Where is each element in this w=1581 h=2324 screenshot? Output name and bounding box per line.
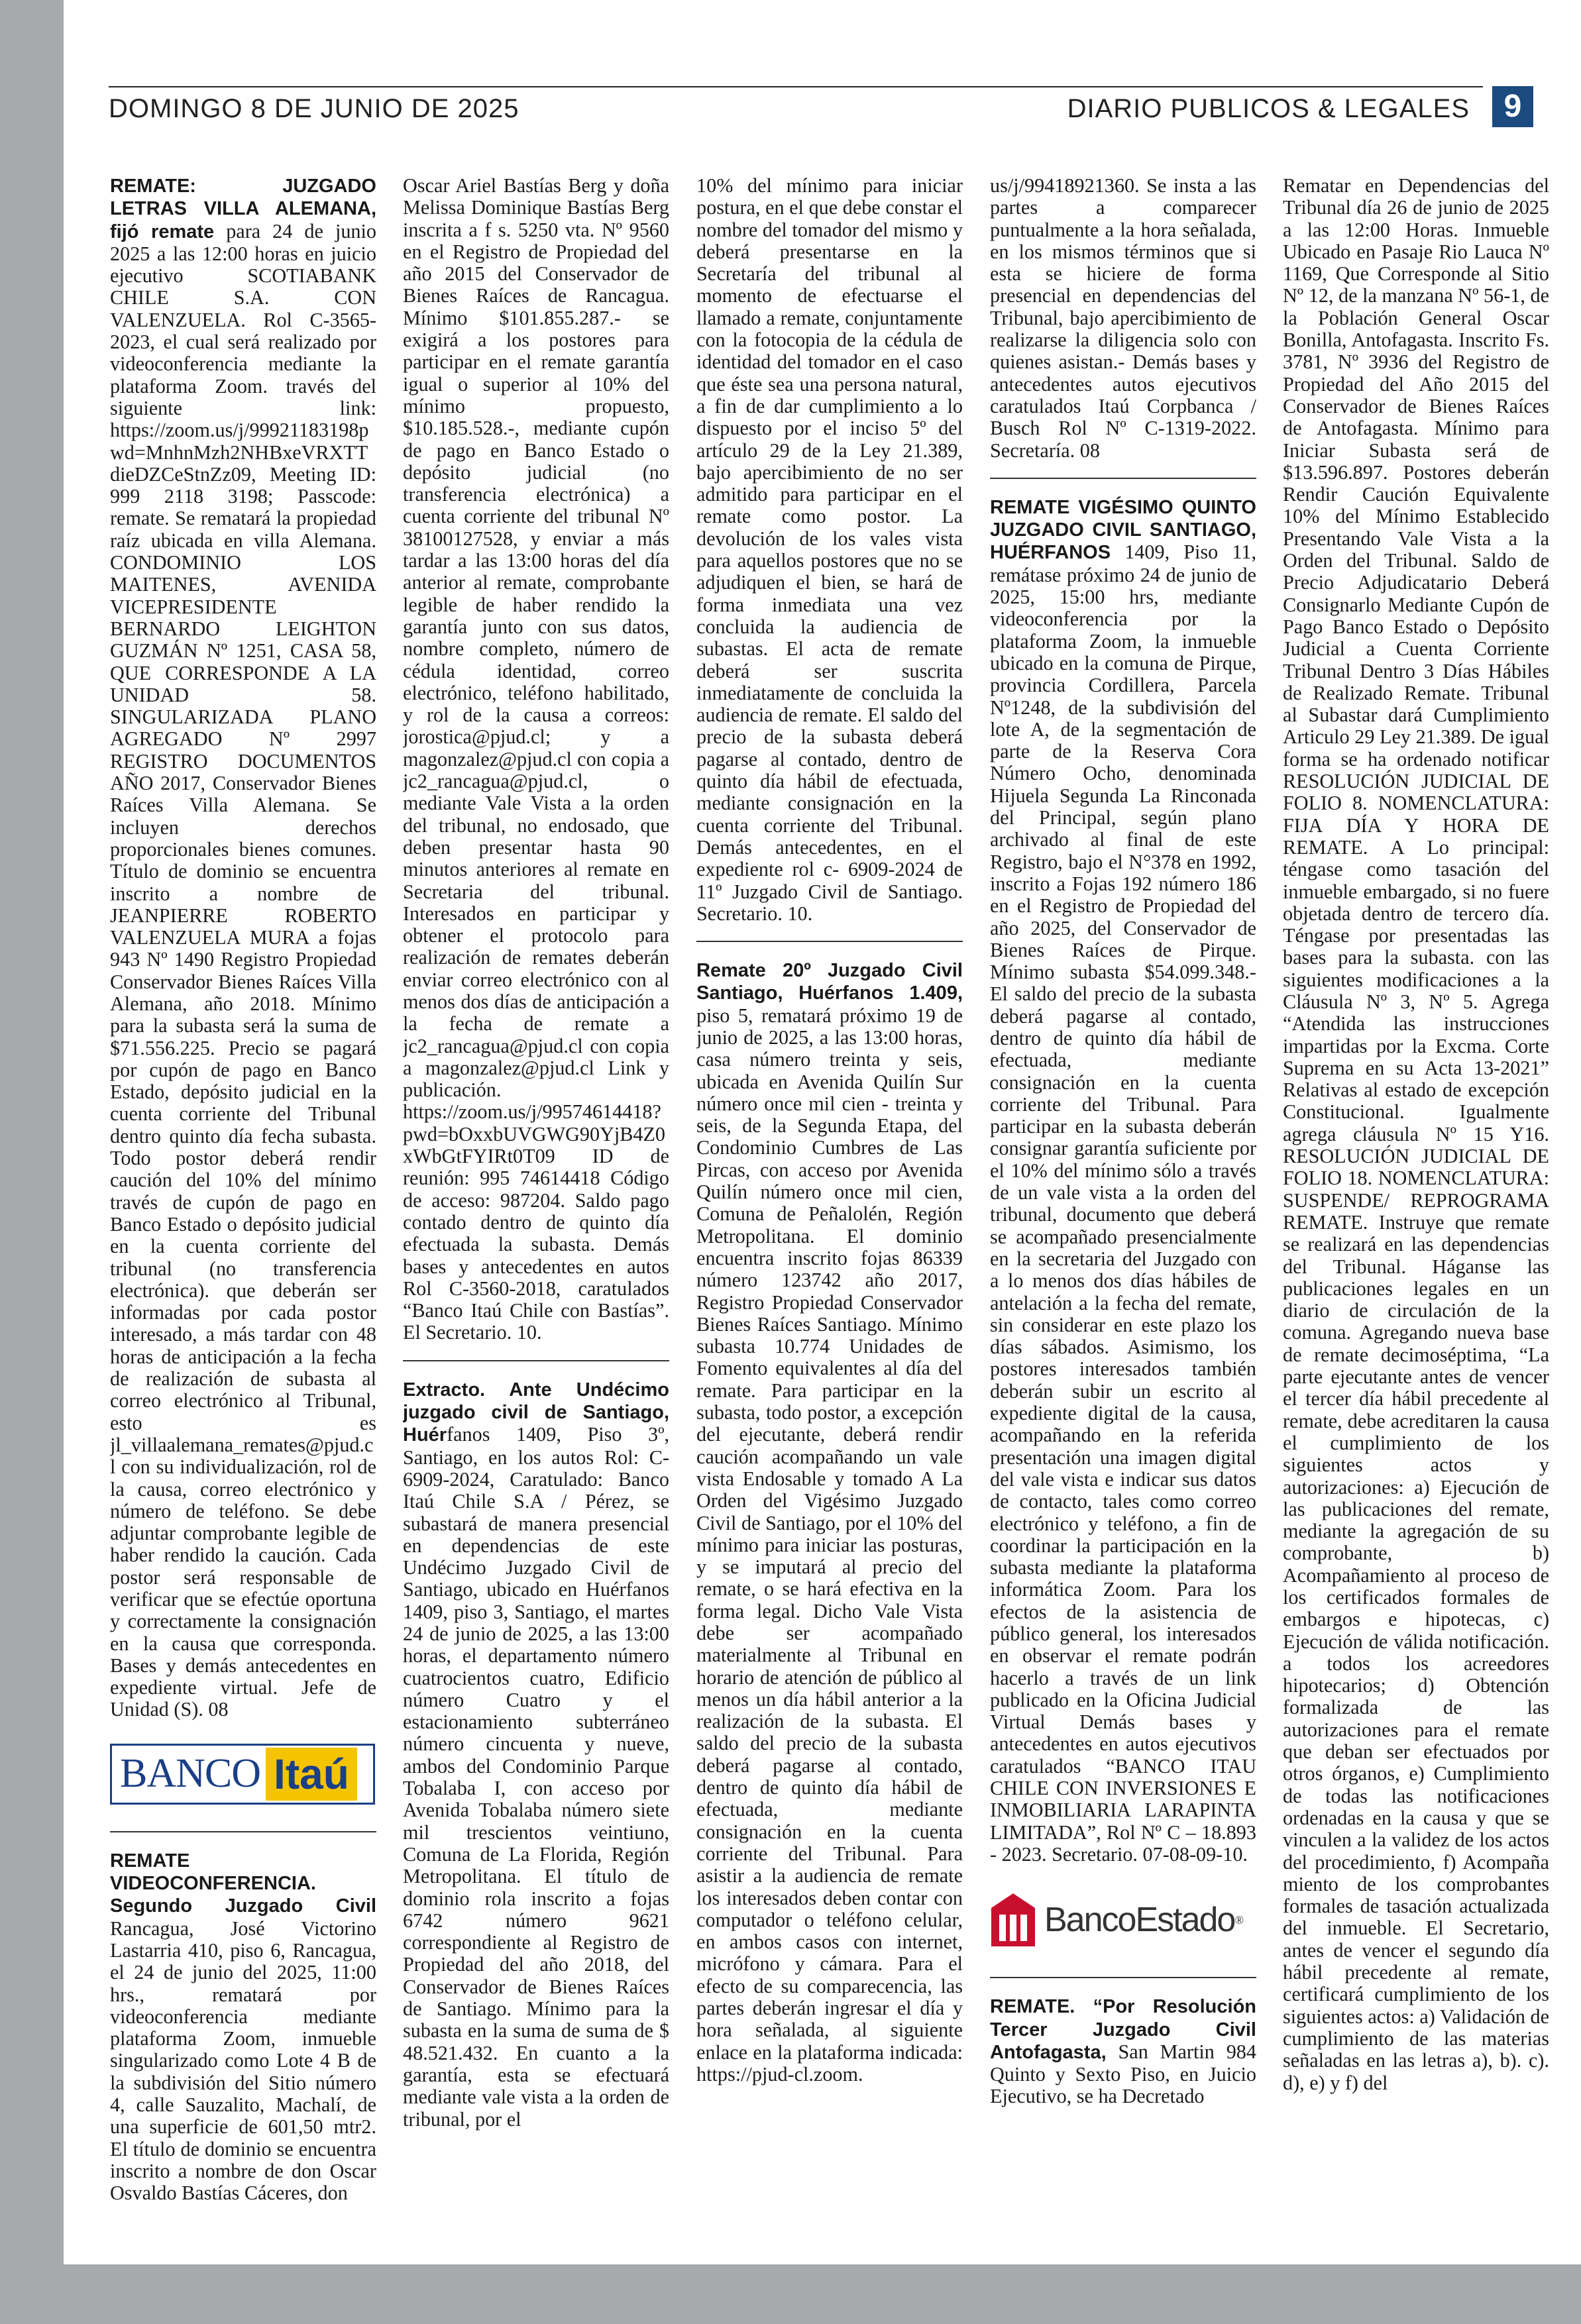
notice-remate-20-juzgado xyxy=(696,959,963,2086)
notice-body: Rancagua, José Victorino Lastarria 410, piso 6, Rancagua, el 24 de junio del 2025, 11:00 hrs., rematará por videoconferencia mediante plataforma Zoom, inmueble singularizado como Lote 4 B de la subdivisión del Sitio número 4, calle Sauzalito, Machalí, de una superficie de 601,50 mtr2. El título de dominio se encuentra inscrito a nombre de don Oscar Osvaldo Bastías Cáceres, don xyxy=(110,1917,376,2205)
notice-separator xyxy=(110,1831,376,1832)
notice-remate-villa-alemana xyxy=(110,175,376,1721)
logo-word-banco: BANCO xyxy=(120,1751,261,1797)
issue-date: DOMINGO 8 DE JUNIO DE 2025 xyxy=(109,94,519,123)
newspaper-page xyxy=(64,0,1581,2264)
notice-body: Rematar en Dependencias del Tribunal día 26 de junio de 2025 a las 12:00 Horas. Inmueble Ubicado en Pasaje Rio Lauca Nº 1169, Que Corresponde al Sitio Nº 12, de la manzana Nº 56-1, de la Población General Oscar Bonilla, Antofagasta. Inscrito Fs. 3781, Nº 3936 del Registro de Propiedad del Año 2015 del Conservador de Bienes Raíces de Antofagasta. Mínimo para Iniciar Subasta será de $13.596.897. Postores deberán Rendir Caución Equivalente 10% del Mínimo Establecido Presentando Vale Vista a la Orden del Tribunal. Saldo de Precio Adjudicatario Deberá Consignarlo Mediante Cupón de Pago Banco Estado o Depósito Judicial a Cuenta Corriente Tribunal Dentro 3 Días Hábiles de Realizado Remate. Tribunal al Subastar dará Cumplimiento Articulo 29 Ley 21.389. De igual forma se ha ordenado notificar RESOLUCIÓN JUDICIAL DE FOLIO 8. NOMENCLATURA: FIJA DÍA Y HORA DE REMATE. A Lo principal: téngase como tasación del inmueble embargado, si no fuere objetada dentro de tercero día. Téngase por presentadas las bases para la subasta. con las siguientes modificaciones a la Cláusula Nº 3, Nº 5. Agrega “Atendida las instrucciones impartidas por la Excma. Corte Suprema en su Acta 13-2021” Relativas al estado de excepción Constitucional. Igualmente agrega cláusula Nº 15 Y16. RESOLUCIÓN JUDICIAL DE FOLIO 18. NOMENCLATURA: SUSPENDE/ REPROGRAMA REMATE. Instruye que remate se realizará en las dependencias del Tribunal. Háganse las publicaciones legales en un diario de circulación de la comuna. Agregando nueva base de remate decimoséptima, “La parte ejecutante antes de vencer el tercer día hábil precedente al remate, debe acreditaren la causa el cumplimiento de los siguientes actos y autorizaciones: a) Ejecución de las publicaciones del remate, mediante la agregación de su comprobante, b) Acompañamiento al proceso de los certificados formales de embargos e hipotecas, c) Ejecución de válida notificación. a todos los acreedores hipotecarios; d) Obtención formalizada de las autorizaciones para el remate que deban ser efectuados por otros órganos, e) Cumplimiento de todas las notificaciones ordenadas en la causa y que se vinculen a la validez de los actos del procedimiento, f) Acompaña miento de los comprobantes formales de tasación actualizada del inmueble. El Secretario, antes de vencer el segundo día hábil precedente al remate, certificará cumplimiento de los siguientes actos: a) Validación de cumplimiento de las materias señaladas en las letras a), b). c). d), e) y f) del xyxy=(1283,175,1549,2094)
publication-title: DIARIO PUBLICOS & LEGALES xyxy=(1067,94,1470,123)
notice-extracto-undecimo xyxy=(403,1379,669,2131)
column-3 xyxy=(696,175,963,2248)
notice-body: 10% del mínimo para iniciar postura, en el que debe constar el nombre del tomador del mismo y deberá presentarse en la Secretaría del tribunal al momento de efectuarse el llamado a remate, conjuntamente con la fotocopia de la cédula de identidad del tomador en el caso que éste sea una persona natural, a fin de dar cumplimiento a lo dispuesto por el inciso 5º del artículo 29 de la Ley 21.389, bajo apercibimiento de no ser admitido para participar en el remate como postor. La devolución de los vales vista para aquellos postores que no se adjudiquen el bien, se hará de forma inmediata una vez concluida la audiencia de subastas. El acta de remate deberá ser suscrita inmediatamente de concluida la audiencia de remate. El saldo del precio de la subasta deberá pagarse al contado, dentro de quinto día hábil de efectuada, mediante consignación en la cuenta corriente del Tribunal. Demás antecedentes, en el expediente rol c- 6909-2024 de 11º Juzgado Civil de Santiago. Secretario. 10. xyxy=(696,175,963,925)
notice-body: para 24 de junio 2025 a las 12:00 horas en juicio ejecutivo SCOTIABANK CHILE S.A. CON VALENZUELA. Rol C-3565-2023, el cual será realizado por videoconferencia mediante la plataforma Zoom. través del siguiente link: https://zoom.us/j/99921183198pwd=MnhnMzh2NHBxeVRXTTdieDZCeStnZz09, Meeting ID: 999 2118 3198; Passcode: remate. Se rematará la propiedad raíz ubicada en villa Alemana. CONDOMINIO LOS MAITENES, AVENIDA VICEPRESIDENTE BERNARDO LEIGHTON GUZMÁN Nº 1251, CASA 58, QUE CORRESPONDE A LA UNIDAD 58. SINGULARIZADA PLANO AGREGADO Nº 2997 REGISTRO DOCUMENTOS AÑO 2017, Conservador Bienes Raíces Villa Alemana. Se incluyen derechos proporcionales bienes comunes. Título de dominio se encuentra inscrito a nombre de JEANPIERRE ROBERTO VALENZUELA MURA a fojas 943 Nº 1490 Registro Propiedad Conservador Bienes Raíces Villa Alemana, año 2018. Mínimo para la subasta será la suma de $71.556.225. Precio se pagará por cupón de pago en Banco Estado, depósito judicial en la cuenta corriente del Tribunal dentro quinto día fecha subasta. Todo postor deberá rendir caución del 10% del mínimo través de cupón de pago en Banco Estado o depósito judicial en la cuenta corriente del tribunal (no transferencia electrónica). que deberán ser informadas por cada postor interesado, a más tardar con 48 horas de anticipación a la fecha de realización de subasta al correo electrónico al Tribunal, esto es jl_villaalemana_remates@pjud.cl con su individualización, rol de la causa, correo electrónico y número de teléfono. Se debe adjuntar comprobante legible de haber rendido la caución. Cada postor será responsable de verificar que se efectúe oportuna y correctamente la consignación en la causa que corresponda. Bases y demás antecedentes en expediente virtual. Jefe de Unidad (S). 08 xyxy=(110,219,376,1721)
column-1 xyxy=(110,175,376,2248)
notice-separator xyxy=(403,1360,669,1361)
page-number-badge: 9 xyxy=(1492,86,1533,127)
registered-mark: ® xyxy=(1234,1913,1244,1927)
notice-separator xyxy=(990,478,1256,479)
notice-remate-rancagua xyxy=(110,1850,376,2205)
notice-lead: Extracto. Ante Undécimo juzgado civil de Santiago, Huér xyxy=(403,1379,669,1446)
column-2 xyxy=(403,175,669,2248)
logo-word-itau: Itaú xyxy=(266,1748,357,1801)
notice-body: fanos 1409, Piso 3º, Santiago, en los autos Rol: C-6909-2024, Caratulado: Banco Itaú Chile S.A / Pérez, se subastará de manera presencial en dependencias de este Undécimo Juzgado Civil de Santiago, ubicado en Huérfanos 1409, piso 3, Santiago, el martes 24 de junio de 2025, a las 13:00 horas, el departamento número cuatrocientos cuatro, Edificio número Cuatro y el estacionamiento subterráneo número cincuenta y nueve, ambos del Condominio Parque Tobalaba I, con acceso por Avenida Tobalaba número siete mil trescientos veintiuno, Comuna de La Florida, Región Metropolitana. El título de dominio rola inscrito a fojas 6742 número 9621 correspondiente al Registro de Propiedad del año 2018, del Conservador de Bienes Raíces de Santiago. Mínimo para la subasta en la suma de suma de $ 48.521.432. En cuanto a la garantía, esta se efectuará mediante vale vista a la orden de tribunal, por el xyxy=(403,1423,669,2131)
bancoestado-wordmark: BancoEstado xyxy=(1044,1900,1235,1939)
notice-body: us/j/99418921360. Se insta a las partes a comparecer puntualmente a la hora señalada, en los mismos términos que si esta se hiciere de forma presencial en dependencias del Tribunal, bajo apercibimiento de realizarse la diligencia solo con quienes asistan.- Demás bases y antecedentes autos ejecutivos caratulados Itaú Corpbanca / Busch Rol Nº C-1319-2022. Secretaría. 08 xyxy=(990,175,1256,462)
notice-remate-vigesimo-quinto xyxy=(990,496,1256,1866)
notice-continuation xyxy=(1283,175,1549,2094)
header-rule xyxy=(109,86,1483,87)
notice-remate-antofagasta xyxy=(990,1995,1256,2107)
notice-separator xyxy=(990,1977,1256,1978)
notice-body: 1409, Piso 11, remátase próximo 24 de junio de 2025, 15:00 hrs, mediante videoconferencia por la plataforma Zoom, la inmueble ubicado en la comuna de Pirque, provincia Cordillera, Parcela Nº1248, de la subdivisión del lote A, de la segmentación de parte de la Reserva Cora Número Ocho, denominada Hijuela Segunda La Rinconada del Principal, según plano archivado al final de este Registro, bajo el N°378 en 1992, inscrito a Fojas 192 número 186 en el Registro de Propiedad del año 2025, del Conservador de Bienes Raíces de Pirque. Mínimo subasta $54.099.348.- El saldo del precio de la subasta deberá pagarse al contado, dentro de quinto día hábil de efectuada, mediante consignación en la cuenta corriente del Tribunal. Para participar en la subasta deberán consignar garantía suficiente por el 10% del mínimo sólo a través de un vale vista a la orden del tribunal, documento que deberá se acompañado presencialmente en la secretaria del Juzgado con a lo menos dos días hábiles de antelación a la fecha del remate, sin considerar en este plazo los días sábados. Asimismo, los postores interesados también deberán subir un escrito al expediente digital de la causa, acompañando en la referida presentación una imagen digital del vale vista e indicar sus datos de contacto, tales como correo electrónico y teléfono, a fin de coordinar la participación en la subasta mediante la plataforma informática Zoom. Para los efectos de la asistencia de público general, los interesados en observar el remate podrán hacerlo a través de un link publicado en la Oficina Judicial Virtual Demás bases y antecedentes en autos ejecutivos caratulados “BANCO ITAU CHILE CON INVERSIONES E INMOBILIARIA LARAPINTA LIMITADA”, Rol Nº C – 18.893 - 2023. Secretario. 07-08-09-10. xyxy=(990,541,1256,1866)
notice-lead: REMATE VIDEOCONFERENCIA. Segundo Juzgado Civil xyxy=(110,1850,376,1917)
notice-lead: Remate 20º Juzgado Civil Santiago, Huérfanos 1.409, xyxy=(696,960,963,1004)
notice-separator xyxy=(696,941,963,942)
notice-body: piso 5, rematará próximo 19 de junio de 2025, a las 13:00 horas, casa número treinta y seis, ubicada en Avenida Quilín Sur número once mil cien - treinta y seis, de la Segunda Etapa, del Condominio Cumbres de Las Pircas, con acceso por Avenida Quilín número once mil cien, Comuna de Peñalolén, Región Metropolitana. El dominio encuentra inscrito fojas 86339 número 123742 año 2017, Registro Propiedad Conservador Bienes Raíces Santiago. Mínimo subasta 10.774 Unidades de Fomento equivalentes al día del remate. Para participar en la subasta, todo postor, a excepción del ejecutante, deberá rendir caución acompañando un vale vista Endosable y tomado A La Orden del Vigésimo Juzgado Civil de Santiago, por el 10% del mínimo para iniciar las posturas, y se imputará al precio del remate, o se hará efectiva en la forma legal. Dicho Vale Vista debe ser acompañado materialmente al Tribunal en horario de atención de público al menos un día hábil anterior a la realización de la subasta. El saldo del precio de la subasta deberá pagarse al contado, dentro de quinto día hábil de efectuada, mediante consignación en la cuenta corriente del Tribunal. Para asistir a la audiencia de remate los interesados deben contar con computador o teléfono celular, en ambos casos con internet, micrófono y cámara. Para el efecto de su comparecencia, las partes deberán ingresar el día y hora señalada, al siguiente enlace en la plataforma indicada: https://pjud-cl.zoom. xyxy=(696,1004,963,2086)
bancoestado-emblem-icon xyxy=(990,1892,1036,1948)
notice-body: Oscar Ariel Bastías Berg y doña Melissa Dominique Bastías Berg inscrita a f s. 5250 vta. Nº 9560 en el Registro de Propiedad del año 2015 del Conservador de Bienes Raíces de Rancagua. Mínimo $101.855.287.- se exigirá a los postores para participar en el remate garantía igual o superior al 10% del mínimo propuesto, $10.185.528.-, mediante cupón de pago en Banco Estado o depósito judicial (no transferencia electrónica) a cuenta corriente del tribunal Nº 38100127528, y enviar a más tardar a las 13:00 horas del día anterior al remate, comprobante legible de haber rendido la garantía junto con sus datos, nombre completo, número de cédula identidad, correo electrónico, teléfono habilitado, y rol de la causa a correos: jorostica@pjud.cl; y a magonzalez@pjud.cl con copia a jc2_rancagua@pjud.cl, o mediante Vale Vista a la orden del tribunal, no endosado, que deben presentar hasta 90 minutos anteriores al remate en Secretaria del tribunal. Interesados en participar y obtener el protocolo para realización de remates deberán enviar correo electrónico con al menos dos días de anticipación a la fecha de remate a jc2_rancagua@pjud.cl con copia a magonzalez@pjud.cl Link y publicación. https://zoom.us/j/99574614418?pwd=bOxxbUVGWG90YjB4Z0xWbGtFYIRt0T09 ID de reunión: 995 74614418 Código de acceso: 987204. Saldo pago contado dentro de quinto día efectuada la subasta. Demás bases y antecedentes en autos Rol C-3560-2018, caratulados “Banco Itaú Chile con Bastías”. El Secretario. 10. xyxy=(403,175,669,1344)
column-5 xyxy=(1283,175,1549,2248)
notice-continuation xyxy=(696,175,963,925)
notice-lead: REMATE: JUZGADO LETRAS VILLA ALEMANA, fijó remate xyxy=(110,176,376,242)
notice-continuation xyxy=(403,175,669,1344)
bancoestado-logo xyxy=(990,1889,1256,1950)
page-header xyxy=(109,86,1533,129)
notice-lead: REMATE. “Por Resolución Tercer Juzgado Civil Antofagasta, xyxy=(990,1996,1256,2063)
column-4 xyxy=(990,175,1256,2248)
notice-continuation xyxy=(990,175,1256,462)
notice-body: San Martin 984 Quinto y Sexto Piso, en Juicio Ejecutivo, se ha Decretado xyxy=(990,2040,1256,2108)
banco-itau-logo xyxy=(110,1744,375,1805)
notice-lead: REMATE VIGÉSIMO QUINTO JUZGADO CIVIL SANTIAGO, HUÉRFANOS xyxy=(990,496,1256,564)
